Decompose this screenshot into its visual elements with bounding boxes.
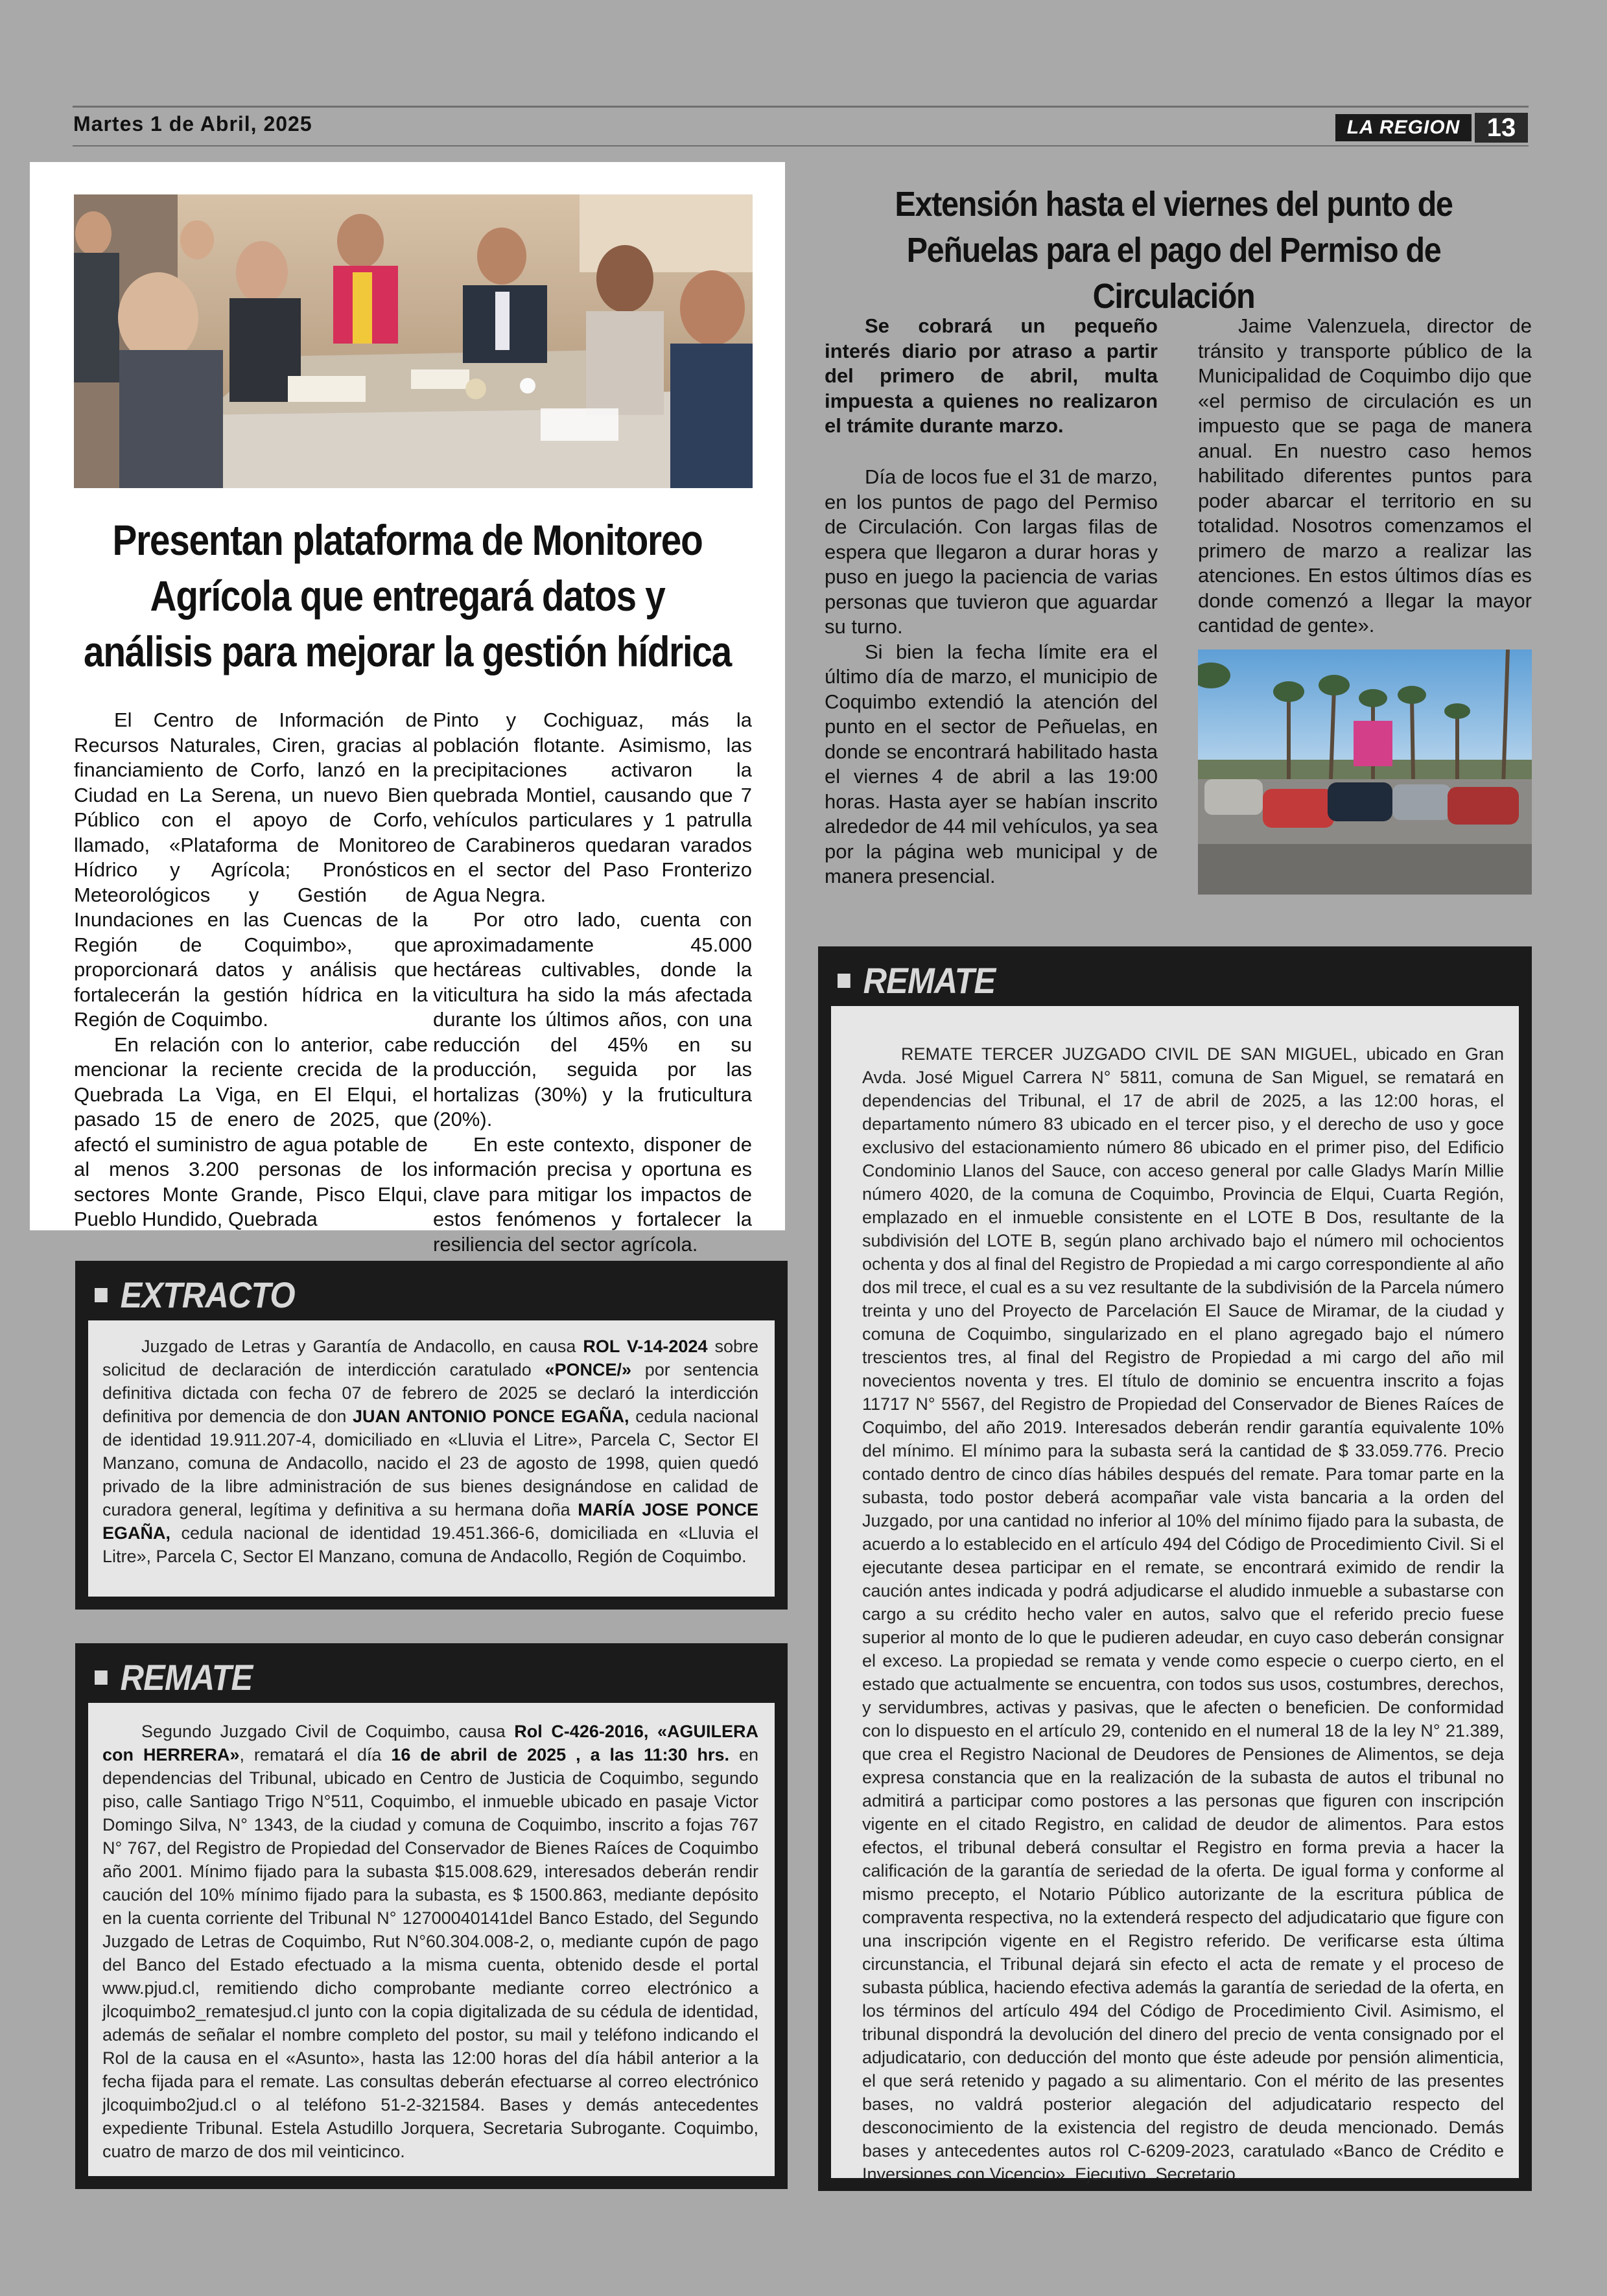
meeting-photo-illustration (74, 194, 753, 488)
paragraph: Si bien la fecha límite era el último día de marzo, el municipio de Coquimbo extendió la atención del punto en el sector de Peñuelas, en donde se encontrará habilitado hasta el viernes 4 de abril a las 19:00 horas. Hasta ayer se habían inscrito alrededor de 44 mil vehículos, ya sea por la página web municipal y de manera presencial. (825, 640, 1158, 887)
article-monitoreo-agricola (30, 162, 785, 1256)
square-bullet-icon (95, 1670, 108, 1685)
paragraph: El Centro de Información de Recursos Naturales, Ciren, gracias al financiamiento de Corfo, lanzó en la Ciudad en La Serena, un nuevo Bien Público con el apoyo de Corfo, llamado, «Plataforma de Monitoreo Hídrico y Agrícola; Pronósticos Meteorológicos y Gestión de Inundaciones en las Cuencas de la Región de Coquimbo», que proporcionará datos y análisis que fortalecerán la gestión hídrica en la Región de Coquimbo. (74, 709, 428, 1031)
article-column-2 (433, 708, 752, 1257)
paragraph: Pinto y Cochiguaz, más la población flotante. Asimismo, las precipitaciones activaron la quebrada Montiel, causando que 7 vehículos particulares y 1 patrulla de Carabineros quedaran varados en el sector del Paso Fronterizo Agua Negra. (433, 709, 752, 906)
case-number: Rol C-426-2016, «AGUILERA con HERRERA» (102, 1722, 758, 1764)
issue-date: Martes 1 de Abril, 2025 (73, 112, 312, 135)
meeting-photo (74, 194, 753, 488)
notice-paragraph: REMATE TERCER JUZGADO CIVIL DE SAN MIGUEL, ubicado en Gran Avda. José Miguel Carrera N° 5811, comuna de San Miguel, se rematará en dependencias del Tribunal, el 17 de abril de 2025, a las 12:00 horas, el departamento número 83 ubicado en el tercer piso, y el derecho de uso y goce exclusivo del estacionamiento número 86 ubicado en el primer piso, del Edificio Condominio Llanos del Sauce, con acceso general por calle Gladys Marín Millie número 4020, de la comuna de Coquimbo, Provincia de Elqui, Cuarta Región, emplazado en el inmueble consistente en el LOTE B Dos, resultante de la subdivisión del LOTE B, según plano archivado bajo el número mil ochocientos ochenta y dos al final del Registro de Propiedad a mi cargo correspondiente al año dos mil trece, el cual es a su vez resultante de la subdivisión de la Parcela número treinta y uno del Proyecto de Parcelación El Sauce de Miramar, de la ciudad y comuna de Coquimbo, singularizado en el plano agregado bajo el número trescientos tres, al final del Registro de Propiedad a mi cargo del año mil novecientos noventa y tres. El título de dominio se encuentra inscrito a fojas 11717 N° 5567, del Registro de Propiedad del Conservador de Bienes Raíces de Coquimbo, del año 2019. Interesados deberán rendir garantía equivalente 10% del mínimo. El mínimo para la subasta será la cantidad de $ 33.059.776. Precio contado dentro de cinco días hábiles después del remate. Para tomar parte en la subasta, todo postor deberá acompañar vale vista bancaria a la orden del Juzgado, por una cantidad no inferior al 10% del mínimo fijado para la subasta, de acuerdo a lo establecido en el artículo 494 del Código de Procedimiento Civil. Si el ejecutante desea participar en el remate, se encontrará eximido de rendir la caución antes indicada y podrá adjudicarse el aludido inmueble a subastarse con cargo a su crédito hecho valer en autos, salvo que el referido precio fuese superior al monto de lo que le pudieren adeudar, en cuyo caso deberán consignar el exceso. La propiedad se remata y vende como especie o cuerpo cierto, en el estado que actualmente se encuentra, con todos sus usos, costumbres, derechos, y servidumbres, activas y pasivas, que le afecten o beneficien. De conformidad con lo dispuesto en el artículo 29, contenido en el numeral 18 de la ley N° 21.389, que crea el Registro Nacional de Deudores de Pensiones de Alimentos, se deja expresa constancia que en la realización de la subasta de autos el tribunal no admitirá a participar como postores a las personas que figuren con inscripción vigente en el citado Registro, en calidad de deudor de alimentos. Para estos efectos, el tribunal deberá consultar el Registro en forma previa a hacer la calificación de la garantía de seriedad de la oferta. De igual forma y conforme al mismo precepto, el Notario Público autorizante de la escritura pública de compraventa respectiva, no la extenderá respecto del adjudicatario que figure con una inscripción vigente en el Registro referido. De verificarse esta última circunstancia, el Tribunal dejará sin efecto el acta de remate y el proceso de subasta pública, haciendo efectiva además la garantía de seriedad de la oferta, en los términos del artículo 494 del Código de Procedimiento Civil. Asimismo, el tribunal dispondrá la devolución del dinero del precio de venta consignado por el adjudicatario, con deducción del monto que éste adeude por pensión alimenticia, el que será retenido y pagado a su alimentario. Con el mérito de las presentes bases, no valdrá posterior alegación del adjudicatario respecto del desconocimiento de la existencia del registro de deuda mencionado. Demás bases y antecedentes autos rol C-6209-2023, caratulado «Banco de Crédito e Inversiones con Vicencio». Ejecutivo. Secretario. (862, 1044, 1504, 2184)
text-run: en dependencias del Tribunal, ubicado en Centro de Justicia de Coquimbo, segundo piso, calle Santiago Trigo N°511, Coquimbo, el inmueble ubicado en pasaje Victor Domingo Silva, N° 1343, de la ciudad y comuna de Coquimbo, inscrito a fojas 767 N° 767, del Registro de Propiedad del Conservador de Bienes Raíces de Coquimbo año 2001. Mínimo fijado para la subasta $15.008.629, interesados deberán rendir caución del 10% mínimo fijado para la subasta, es $ 1500.863, mediante depósito en la cuenta corriente del Tribunal N° 12700040141del Banco Estado, del Segundo Juzgado de Letras de Coquimbo, Rut N°60.304.008-2, o, mediante cupón de pago del Banco del Estado efectuado a la misma cuenta, obtenido desde el portal www.pjud.cl, remitiendo dicho comprobante mediante correo electrónico a jlcoquimbo2_rematesjud.cl junto con la copia digitalizada de su cédula de identidad, además de señalar el nombre completo del postor, su mail y teléfono indicando el Rol de la causa en el «Asunto», hasta las 12:00 horas del día hábil anterior a la fecha fijada para el remate. Las consultas deberán efectuarse al correo electrónico jlcoquimbo2jud.cl o al teléfono 51-2-321584. Bases y demás antecedentes expediente Tribunal. Estela Astudillo Jorquera, Secretaria Subrogante. Coquimbo, cuatro de marzo de dos mil veinticinco. (102, 1745, 758, 2161)
square-bullet-icon (95, 1288, 108, 1302)
paragraph: En este contexto, disponer de información precisa y oportuna es clave para mitigar los impactos de estos fenómenos y fortalecer la resiliencia del sector agrícola. (433, 1132, 752, 1256)
article-column-2 (1198, 314, 1532, 638)
parking-lot-photo (1198, 650, 1532, 895)
text-run: sobre solicitud de declaración de interdicción caratulado (102, 1337, 758, 1379)
notice-text (102, 1720, 758, 2163)
header-top-rule (73, 106, 1529, 108)
notice-title (95, 1274, 295, 1316)
notice-extracto (75, 1261, 788, 1610)
article-headline: Presentan plataforma de Monitoreo Agrícola que entregará datos y análisis para mejorar la gestión hídrica (84, 516, 731, 675)
header-bottom-rule (73, 145, 1529, 146)
text-run: Segundo Juzgado Civil de Coquimbo, causa (141, 1722, 515, 1741)
article-lead (825, 314, 1158, 439)
page-number: 13 (1475, 113, 1528, 143)
text-run: cedula nacional de identidad 19.451.366-6, domiciliada en «Lluvia el Litre», Parcela C, Sector El Manzano, comuna de Andacollo, Región de Coquimbo. (102, 1523, 758, 1566)
case-title: «PONCE/» (545, 1360, 632, 1379)
case-number: ROL V-14-2024 (583, 1337, 708, 1356)
square-bullet-icon (838, 974, 850, 988)
parking-photo-illustration (1198, 650, 1532, 895)
person-name: JUAN ANTONIO PONCE EGAÑA, (353, 1407, 629, 1426)
notice-remate-aguilera (75, 1643, 788, 2189)
lead-text: Se cobrará un pequeño interés diario por atraso a partir del primero de abril, multa impuesta a quienes no realizaron el trámite durante marzo. (825, 314, 1158, 437)
paragraph: Jaime Valenzuela, director de tránsito y transporte público de la Municipalidad de Coquimbo dijo que «el permiso de circulación es un impuesto que se paga de manera anual. En nuestro caso hemos habilitado diferentes puntos para poder abarcar el territorio en su totalidad. Nosotros comenzamos el primero de marzo a realizar las atenciones. En estos últimos días es donde comenzó a llegar la mayor cantidad de gente». (1198, 314, 1532, 637)
article-column-1 (825, 465, 1158, 889)
person-name: MARÍA JOSE PONCE EGAÑA, (102, 1500, 758, 1543)
paragraph: Por otro lado, cuenta con aproximadamente 45.000 hectáreas cultivables, donde la viticultura ha sido la más afectada durante los últimos años, con una reducción del 45% en su producción, seguida por las hortalizas (30%) y la fruticultura (20%). (433, 908, 752, 1130)
article-headline: Extensión hasta el viernes del punto de Peñuelas para el pago del Permiso de Circulación (895, 185, 1453, 316)
text-run: por sentencia definitiva dictada con fecha 07 de febrero de 2025 se declaró la interdicción definitiva por demencia de don (102, 1360, 758, 1426)
paragraph: En relación con lo anterior, cabe mencionar la reciente crecida de la Quebrada La Viga, en El Elqui, el pasado 15 de enero de 2025, que afectó el suministro de agua potable de al menos 3.200 personas de los sectores Monte Grande, Pisco Elqui, Pueblo Hundido, Quebrada (74, 1033, 428, 1230)
notice-title (838, 959, 995, 1002)
paragraph: Día de locos fue el 31 de marzo, en los puntos de pago del Permiso de Circulación. Con largas filas de espera que llegaron a durar horas y puso en juego la paciencia de varias personas que tuvieron que aguardar su turno. (825, 465, 1158, 638)
notice-title-text: REMATE (120, 1657, 253, 1698)
notice-text (862, 1042, 1504, 2186)
auction-date: 16 de abril de 2025 , a las 11:30 hrs. (391, 1745, 730, 1764)
notice-text (102, 1335, 758, 1568)
text-run: , rematará el día (239, 1745, 392, 1764)
text-run: Juzgado de Letras y Garantía de Andacollo, en causa (141, 1337, 583, 1356)
text-run: cedula nacional de identidad 19.911.207-4, domiciliado en «Lluvia el Litre», Parcela C, Sector El Manzano, comuna de Andacollo, nacido el 23 de agosto de 1998, quien quedó privado de la libre administración de sus bienes designándose en calidad de curadora general, legítima y definitiva a su hermana doña (102, 1407, 758, 1519)
notice-title-text: REMATE (863, 960, 996, 1001)
newspaper-logo: LA REGION (1335, 114, 1472, 141)
article-column-1 (74, 708, 428, 1232)
notice-remate-san-miguel (818, 946, 1532, 2191)
notice-title-text: EXTRACTO (120, 1274, 295, 1315)
notice-title (95, 1656, 252, 1698)
